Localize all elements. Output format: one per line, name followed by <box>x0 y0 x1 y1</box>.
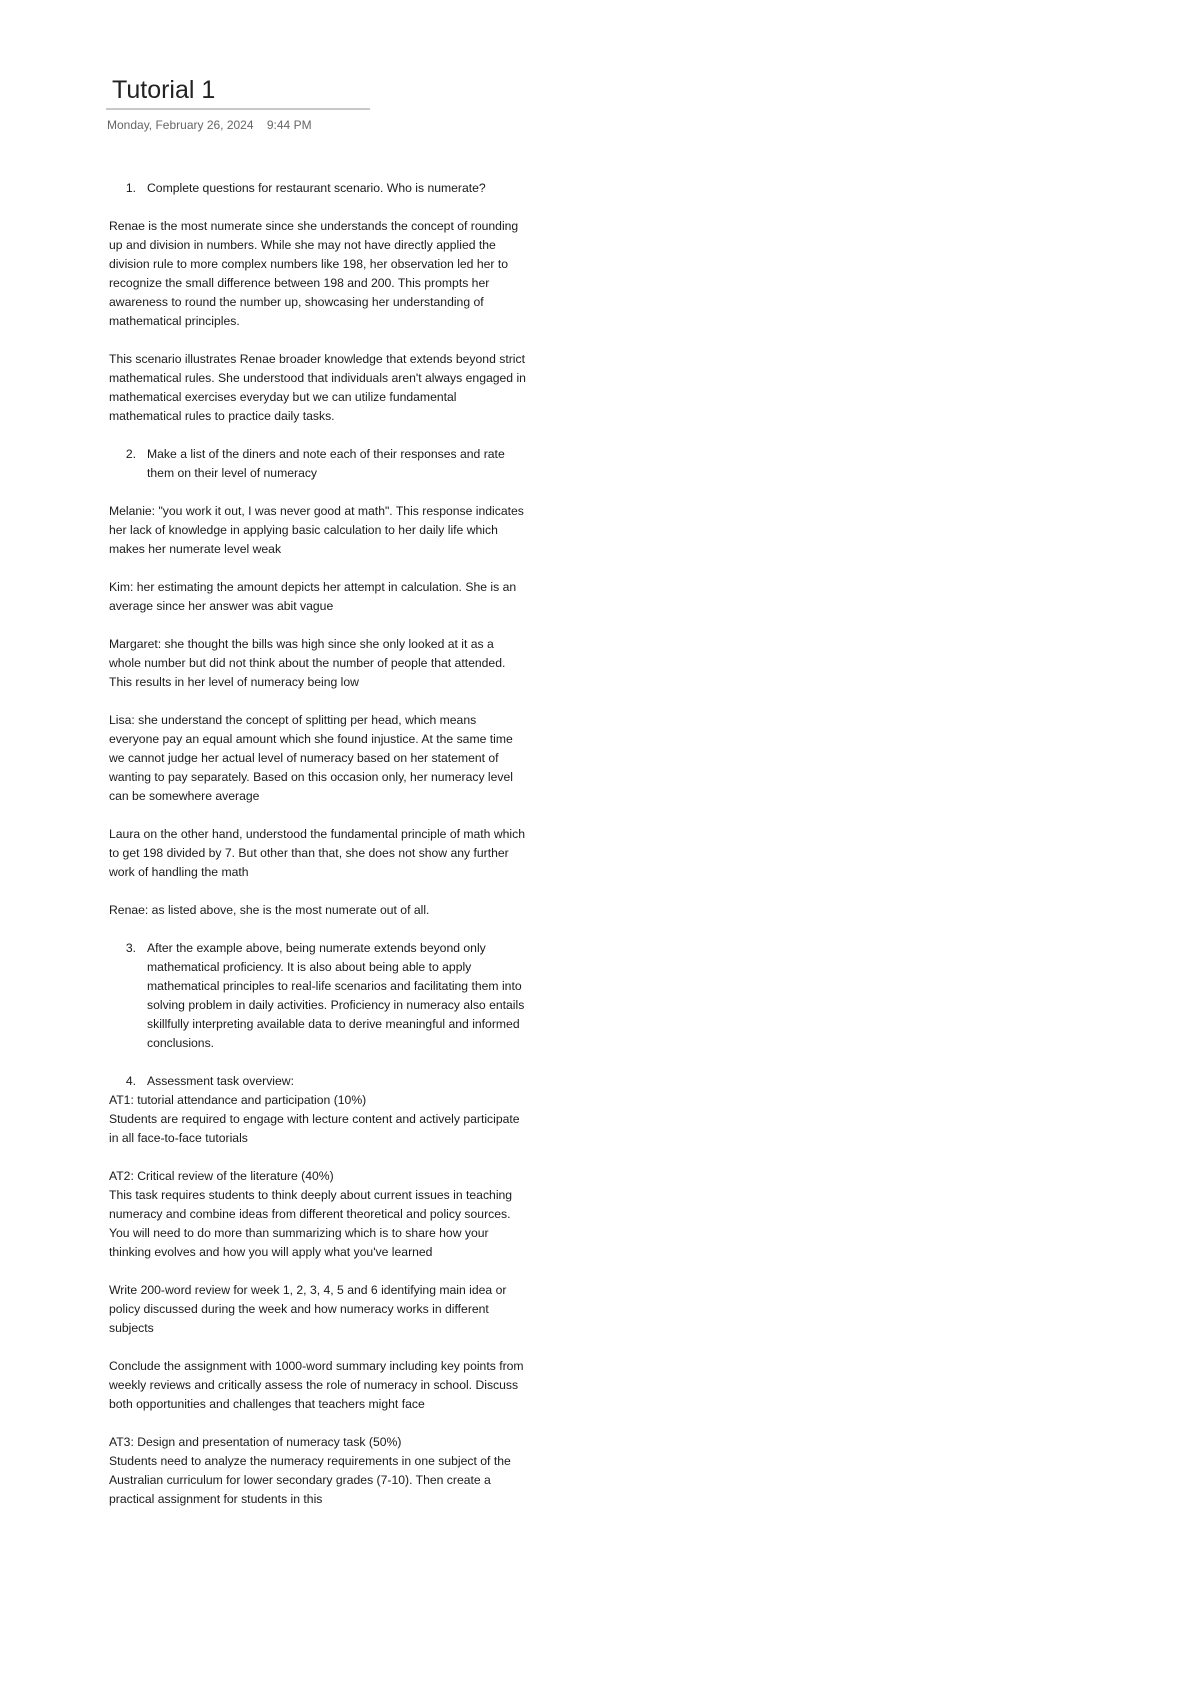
list-number: 1. <box>125 181 136 195</box>
diner-laura: Laura on the other hand, understood the fundamental principle of math which to get 198 divided by 7. But other than that, she does not show any further work of handling the math <box>109 827 526 879</box>
page-date: Monday, February 26, 2024 <box>107 118 254 132</box>
at1-text: Students are required to engage with lecture content and actively participate in all face-to-face tutorials <box>109 1112 520 1145</box>
question-text: Complete questions for restaurant scenario. Who is numerate? <box>147 181 486 195</box>
question-text: Make a list of the diners and note each of their responses and rate them on their level of numeracy <box>147 447 505 480</box>
question-text: After the example above, being numerate extends beyond only mathematical proficiency. It is also about being able to apply mathematical principles to real-life scenarios and facilitating them into solving problem in daily activities. Proficiency in numeracy also entails skillfully interpreting available data to derive meaningful and informed conclusions. <box>147 941 525 1050</box>
diner-lisa: Lisa: she understand the concept of splitting per head, which means everyone pay an equal amount which she found injustice. At the same time we cannot judge her actual level of numeracy based on her statement of wanting to pay separately. Based on this occasion only, her numeracy level can be somewhere average <box>109 713 513 803</box>
page-time: 9:44 PM <box>266 118 312 132</box>
diner-renae: Renae: as listed above, she is the most numerate out of all. <box>109 903 430 917</box>
diner-kim: Kim: her estimating the amount depicts her attempt in calculation. She is an average since her answer was abit vague <box>109 580 517 613</box>
at2-paragraph-3: Conclude the assignment with 1000-word summary including key points from weekly reviews and critically assess the role of numeracy in school. Discuss both opportunities and challenges that teachers might face <box>109 1359 524 1411</box>
list-number: 4. <box>125 1074 136 1088</box>
title-underline <box>106 108 370 110</box>
at2-text: This task requires students to think deeply about current issues in teaching numeracy and combine ideas from different theoretical and policy sources. You will need to do more than summarizing which is to share how your thinking evolves and how you will apply what you've learned <box>109 1188 513 1259</box>
question-4 <box>109 1072 529 1091</box>
answer-1-paragraph-2: This scenario illustrates Renae broader knowledge that extends beyond strict mathematical rules. She understood that individuals aren't always engaged in mathematical exercises everyday but we can utilize fundamental mathematical rules to practice daily tasks. <box>109 352 526 423</box>
question-1 <box>109 179 529 198</box>
at2-paragraph-2: Write 200-word review for week 1, 2, 3, 4, 5 and 6 identifying main idea or policy discussed during the week and how numeracy works in different subjects <box>109 1283 507 1335</box>
at3-title: AT3: Design and presentation of numeracy task (50%) <box>109 1435 402 1449</box>
at1-title: AT1: tutorial attendance and participation (10%) <box>109 1093 367 1107</box>
list-number: 2. <box>125 447 136 461</box>
list-number: 3. <box>125 941 136 955</box>
question-3 <box>109 939 529 1053</box>
at2-title: AT2: Critical review of the literature (40%) <box>109 1169 334 1183</box>
diner-melanie: Melanie: "you work it out, I was never good at math". This response indicates her lack of knowledge in applying basic calculation to her daily life which makes her numerate level weak <box>109 504 524 556</box>
diner-margaret: Margaret: she thought the bills was high since she only looked at it as a whole number but did not think about the number of people that attended. This results in her level of numeracy being low <box>109 637 506 689</box>
question-2 <box>109 445 529 483</box>
page-body[interactable] <box>109 179 529 1509</box>
answer-1-paragraph-1: Renae is the most numerate since she understands the concept of rounding up and division in numbers. While she may not have directly applied the division rule to more complex numbers like 198, her observation led her to recognize the small difference between 198 and 200. This prompts her awareness to round the number up, showcasing her understanding of mathematical principles. <box>109 219 519 328</box>
page-datetime <box>107 118 312 132</box>
page-title[interactable]: Tutorial 1 <box>112 76 216 104</box>
at3-text: Students need to analyze the numeracy requirements in one subject of the Australian curriculum for lower secondary grades (7-10). Then create a practical assignment for students in this <box>109 1454 511 1506</box>
question-text: Assessment task overview: <box>147 1074 294 1088</box>
